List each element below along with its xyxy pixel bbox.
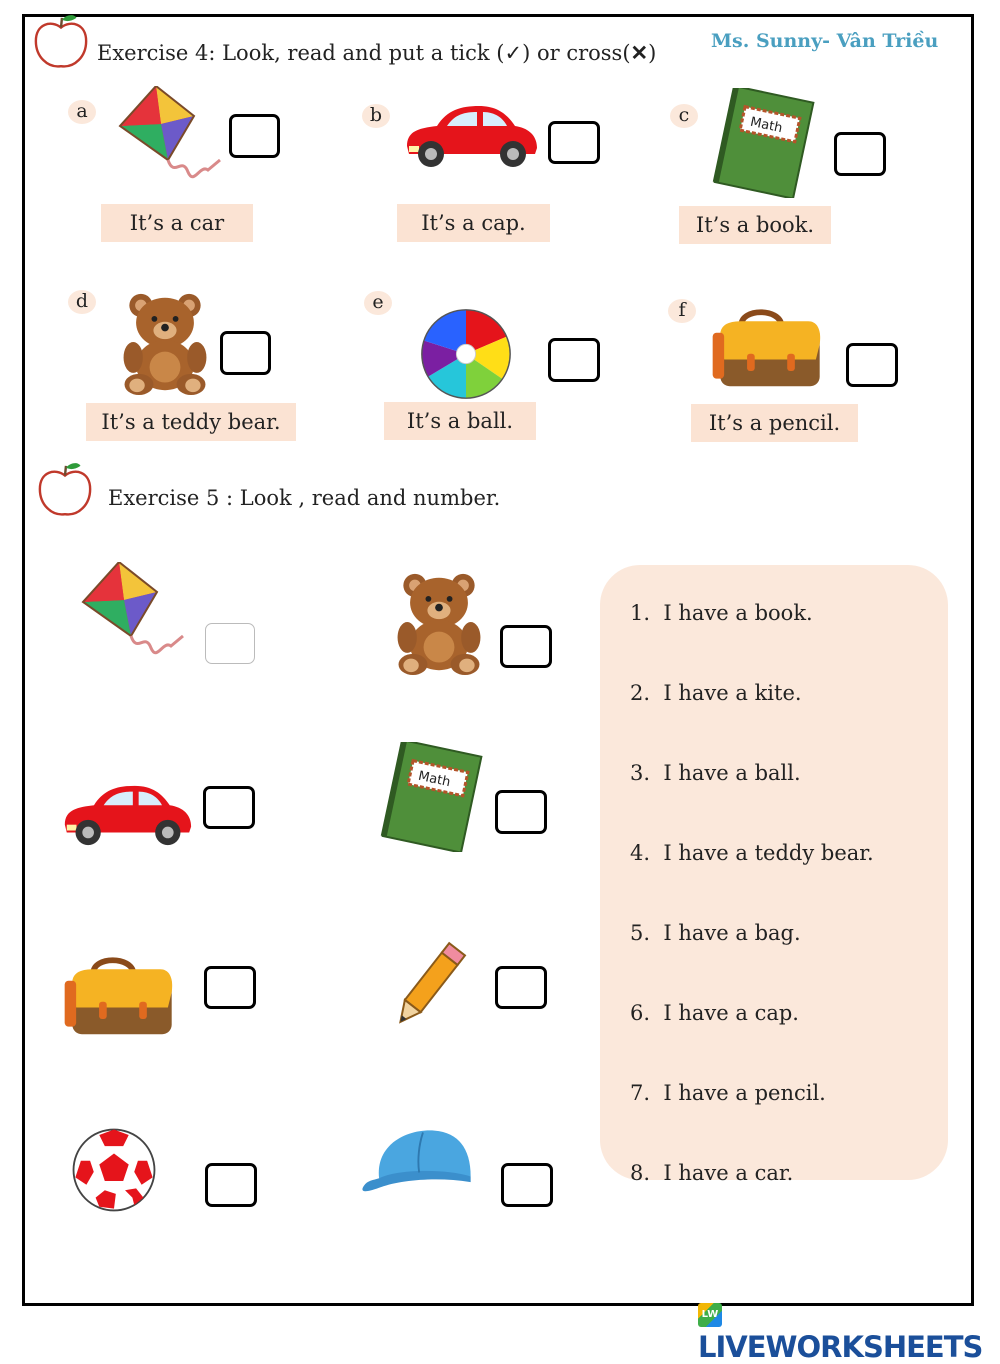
tick-box-a[interactable] [229, 114, 280, 158]
number-box-teddy[interactable] [500, 625, 552, 668]
number-box-kite[interactable] [205, 623, 255, 664]
exercise4-title [97, 40, 656, 65]
book-label: Math [748, 114, 784, 137]
item-letter-b: b [362, 104, 390, 128]
sentence-1: 1. I have a book. [630, 601, 813, 625]
teddy-bear-icon [386, 570, 492, 676]
number-box-car[interactable] [203, 786, 255, 829]
liveworksheets-logo[interactable] [698, 1296, 1000, 1364]
sentence-8: 8. I have a car. [630, 1161, 794, 1185]
apple-icon [32, 14, 90, 72]
number-box-ball[interactable] [205, 1163, 257, 1207]
cross-icon: ✕ [630, 40, 649, 65]
caption-f: It’s a pencil. [691, 404, 858, 442]
tick-box-d[interactable] [220, 331, 271, 375]
liveworksheets-brand: LIVEWORKSHEETS [698, 1330, 983, 1364]
number-box-book[interactable] [495, 790, 547, 834]
item-letter-c: c [670, 104, 698, 128]
caption-d: It’s a teddy bear. [86, 403, 296, 441]
exercise4-title-mid: ) or cross( [522, 41, 631, 65]
sentence-panel [600, 565, 948, 1185]
sentence-2: 2. I have a kite. [630, 681, 802, 705]
caption-a: It’s a car [101, 204, 253, 242]
tick-box-b[interactable] [548, 121, 600, 164]
sentence-7: 7. I have a pencil. [630, 1081, 826, 1105]
sentence-5: 5. I have a bag. [630, 921, 801, 945]
caption-c: It’s a book. [679, 206, 831, 244]
item-letter-f: f [668, 299, 696, 323]
tick-box-f[interactable] [846, 343, 898, 387]
tick-icon: ✓ [504, 41, 523, 65]
item-letter-e: e [364, 291, 392, 315]
number-box-cap[interactable] [501, 1163, 553, 1207]
cap-icon [360, 1124, 484, 1202]
author-label: Ms. Sunny- Vân Triều [711, 30, 939, 52]
caption-b: It’s a cap. [397, 204, 550, 242]
liveworksheets-logo-icon: LW [698, 1303, 722, 1327]
soccer-ball-icon [68, 1124, 160, 1216]
book-icon [712, 88, 822, 198]
item-letter-d: d [68, 290, 96, 314]
tick-box-c[interactable] [834, 132, 886, 176]
sentence-3: 3. I have a ball. [630, 761, 801, 785]
book-icon [380, 742, 490, 852]
caption-e: It’s a ball. [384, 402, 536, 440]
teddy-bear-icon [112, 290, 218, 396]
pencil-icon [380, 934, 480, 1034]
tick-box-e[interactable] [548, 338, 600, 382]
book-label: Math [416, 768, 452, 791]
sentence-6: 6. I have a cap. [630, 1001, 799, 1025]
number-box-pencil[interactable] [495, 966, 547, 1009]
kite-icon [78, 562, 190, 662]
bag-icon [712, 306, 828, 392]
bag-icon [64, 954, 180, 1040]
number-box-bag[interactable] [204, 966, 256, 1009]
sentence-4: 4. I have a teddy bear. [630, 841, 874, 865]
apple-icon [36, 462, 94, 520]
car-icon [401, 100, 541, 170]
exercise5-title: Exercise 5 : Look , read and number. [108, 486, 501, 510]
car-icon [58, 780, 196, 848]
exercise4-title-prefix: Exercise 4: Look, read and put a tick ( [97, 41, 505, 65]
kite-icon [115, 86, 227, 186]
item-letter-a: a [68, 100, 96, 124]
beach-ball-icon [418, 306, 514, 402]
exercise4-title-suffix: ) [648, 41, 657, 65]
